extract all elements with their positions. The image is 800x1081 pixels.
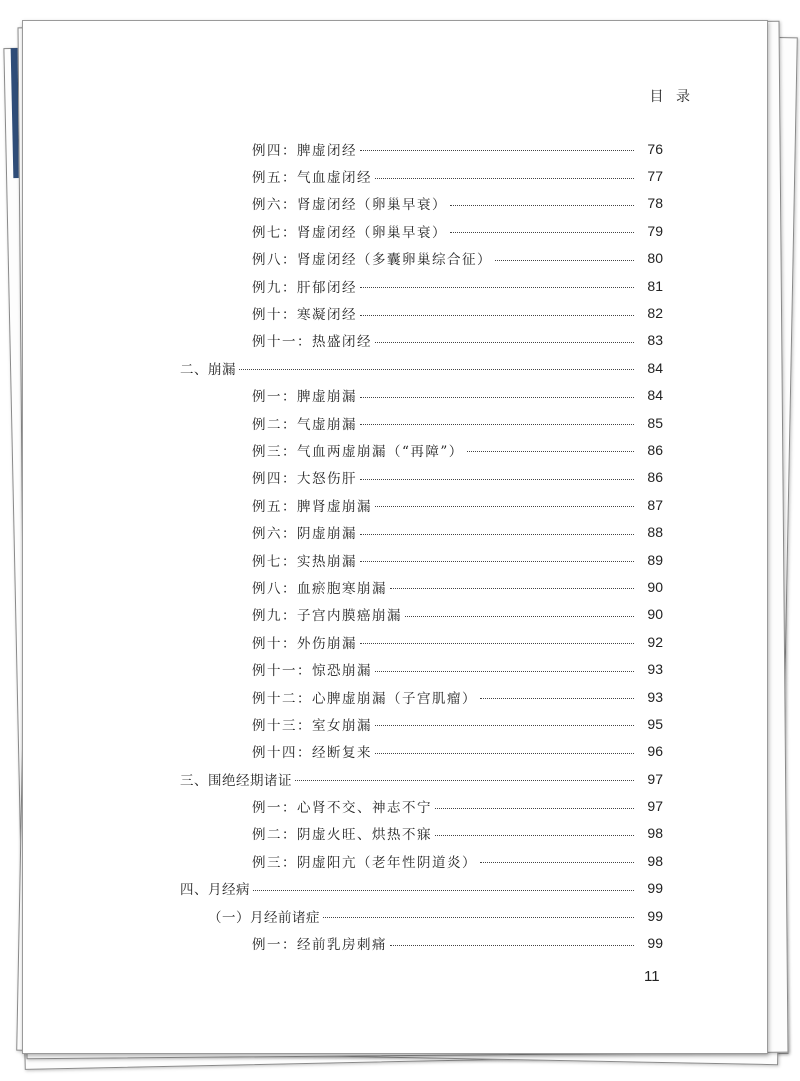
- toc-case-entry[interactable]: [0, 573, 800, 600]
- dot-leader: [375, 506, 634, 507]
- toc-entry-label: 例六：肾虚闭经（卵巢早衰）: [252, 197, 447, 214]
- toc-case-entry[interactable]: [0, 546, 800, 573]
- toc-entry-page-number: 80: [647, 250, 663, 267]
- dot-leader: [390, 945, 634, 946]
- toc-entry-label: 二、崩漏: [180, 361, 236, 378]
- toc-case-entry[interactable]: [0, 683, 800, 710]
- dot-leader: [480, 862, 634, 863]
- toc-entry-label: 例十四：经断复来: [252, 745, 372, 762]
- dot-leader: [450, 232, 634, 233]
- toc-entry-page-number: 90: [647, 578, 663, 595]
- toc-case-entry[interactable]: [0, 601, 800, 628]
- toc-entry-label: 例三：气血两虚崩漏（“再障”）: [252, 443, 464, 460]
- toc-entry-page-number: 84: [647, 359, 663, 376]
- toc-entry-page-number: 93: [647, 688, 663, 705]
- toc-case-entry[interactable]: [0, 409, 800, 436]
- dot-leader: [360, 534, 634, 535]
- toc-entry-label: 例八：肾虚闭经（多囊卵巢综合征）: [252, 252, 492, 269]
- dot-leader: [360, 150, 634, 151]
- dot-leader: [360, 479, 634, 480]
- toc-entry-label: 四、月经病: [180, 882, 250, 899]
- toc-case-entry[interactable]: [0, 272, 800, 299]
- dot-leader: [375, 671, 634, 672]
- toc-entry-page-number: 88: [647, 524, 663, 541]
- toc-case-entry[interactable]: [0, 245, 800, 272]
- toc-case-entry[interactable]: [0, 382, 800, 409]
- toc-case-entry[interactable]: [0, 217, 800, 244]
- toc-entry-label: 例一：心肾不交、神志不宁: [252, 800, 432, 817]
- toc-entry-page-number: 99: [647, 935, 663, 952]
- toc-entry-page-number: 92: [647, 633, 663, 650]
- dot-leader: [360, 643, 634, 644]
- toc-case-entry[interactable]: [0, 655, 800, 682]
- toc-subsection-entry[interactable]: [0, 902, 800, 929]
- dot-leader: [360, 561, 634, 562]
- toc-entry-page-number: 98: [647, 852, 663, 869]
- dot-leader: [375, 178, 634, 179]
- toc-entry-label: 例五：气血虚闭经: [252, 170, 372, 187]
- dot-leader: [360, 315, 634, 316]
- toc-entry-label: 例十：外伤崩漏: [252, 635, 357, 652]
- toc-entry-label: 例十三：室女崩漏: [252, 717, 372, 734]
- toc-case-entry[interactable]: [0, 518, 800, 545]
- dot-leader: [467, 451, 634, 452]
- dot-leader: [360, 397, 634, 398]
- dot-leader: [295, 780, 634, 781]
- toc-entry-page-number: 84: [647, 387, 663, 404]
- toc-entry-label: 例十一：热盛闭经: [252, 334, 372, 351]
- toc-section-entry[interactable]: [0, 765, 800, 792]
- dot-leader: [450, 205, 634, 206]
- toc-entry-page-number: 79: [647, 222, 663, 239]
- dot-leader: [375, 725, 634, 726]
- dot-leader: [253, 890, 634, 891]
- toc-case-entry[interactable]: [0, 929, 800, 956]
- toc-entry-page-number: 99: [647, 880, 663, 897]
- toc-entry-page-number: 97: [647, 798, 663, 815]
- toc-entry-page-number: 98: [647, 825, 663, 842]
- toc-entry-page-number: 78: [647, 195, 663, 212]
- table-of-contents: [0, 135, 800, 957]
- toc-entry-label: （一）月经前诸症: [208, 909, 320, 926]
- toc-case-entry[interactable]: [0, 327, 800, 354]
- toc-case-entry[interactable]: [0, 491, 800, 518]
- dot-leader: [435, 835, 634, 836]
- page-header-title: 目 录: [649, 89, 694, 105]
- toc-case-entry[interactable]: [0, 190, 800, 217]
- toc-entry-page-number: 97: [647, 770, 663, 787]
- toc-entry-page-number: 89: [647, 551, 663, 568]
- dot-leader: [239, 369, 634, 370]
- dot-leader: [435, 808, 634, 809]
- toc-case-entry[interactable]: [0, 738, 800, 765]
- toc-entry-label: 例九：子宫内膜癌崩漏: [252, 608, 402, 625]
- toc-entry-label: 例七：实热崩漏: [252, 553, 357, 570]
- toc-entry-label: 例五：脾肾虚崩漏: [252, 498, 372, 515]
- toc-entry-page-number: 87: [647, 496, 663, 513]
- toc-entry-page-number: 82: [647, 305, 663, 322]
- toc-case-entry[interactable]: [0, 135, 800, 162]
- toc-case-entry[interactable]: [0, 820, 800, 847]
- toc-entry-label: 例十：寒凝闭经: [252, 307, 357, 324]
- toc-entry-label: 例七：肾虚闭经（卵巢早衰）: [252, 224, 447, 241]
- toc-entry-label: 例九：肝郁闭经: [252, 279, 357, 296]
- toc-entry-label: 例二：气虚崩漏: [252, 416, 357, 433]
- toc-entry-label: 例十一：惊恐崩漏: [252, 663, 372, 680]
- toc-entry-label: 例一：经前乳房刺痛: [252, 937, 387, 954]
- dot-leader: [360, 287, 634, 288]
- toc-entry-page-number: 83: [647, 332, 663, 349]
- toc-entry-page-number: 90: [647, 606, 663, 623]
- toc-case-entry[interactable]: [0, 847, 800, 874]
- toc-entry-page-number: 96: [647, 743, 663, 760]
- toc-entry-page-number: 77: [647, 168, 663, 185]
- toc-entry-page-number: 81: [647, 277, 663, 294]
- dot-leader: [480, 698, 634, 699]
- toc-entry-page-number: 95: [647, 715, 663, 732]
- toc-case-entry[interactable]: [0, 628, 800, 655]
- toc-entry-label: 例一：脾虚崩漏: [252, 389, 357, 406]
- dot-leader: [405, 616, 634, 617]
- dot-leader: [495, 260, 634, 261]
- dot-leader: [375, 753, 634, 754]
- dot-leader: [375, 342, 634, 343]
- dot-leader: [390, 588, 634, 589]
- toc-entry-label: 三、围绝经期诸证: [180, 772, 292, 789]
- toc-entry-page-number: 76: [647, 140, 663, 157]
- toc-entry-label: 例三：阴虚阳亢（老年性阴道炎）: [252, 854, 477, 871]
- toc-entry-label: 例六：阴虚崩漏: [252, 526, 357, 543]
- toc-entry-label: 例二：阴虚火旺、烘热不寐: [252, 827, 432, 844]
- toc-case-entry[interactable]: [0, 464, 800, 491]
- toc-entry-label: 例四：脾虚闭经: [252, 142, 357, 159]
- toc-entry-page-number: 86: [647, 469, 663, 486]
- toc-section-entry[interactable]: [0, 875, 800, 902]
- toc-entry-page-number: 93: [647, 661, 663, 678]
- toc-case-entry[interactable]: [0, 436, 800, 463]
- toc-entry-page-number: 85: [647, 414, 663, 431]
- toc-entry-page-number: 86: [647, 441, 663, 458]
- toc-section-entry[interactable]: [0, 354, 800, 381]
- page-number: 11: [644, 968, 660, 985]
- toc-entry-label: 例十二：心脾虚崩漏（子宫肌瘤）: [252, 690, 477, 707]
- dot-leader: [323, 917, 634, 918]
- toc-entry-label: 例四：大怒伤肝: [252, 471, 357, 488]
- dot-leader: [360, 424, 634, 425]
- toc-entry-page-number: 99: [647, 907, 663, 924]
- toc-case-entry[interactable]: [0, 162, 800, 189]
- toc-case-entry[interactable]: [0, 710, 800, 737]
- toc-case-entry[interactable]: [0, 792, 800, 819]
- toc-entry-label: 例八：血瘀胞寒崩漏: [252, 580, 387, 597]
- toc-case-entry[interactable]: [0, 299, 800, 326]
